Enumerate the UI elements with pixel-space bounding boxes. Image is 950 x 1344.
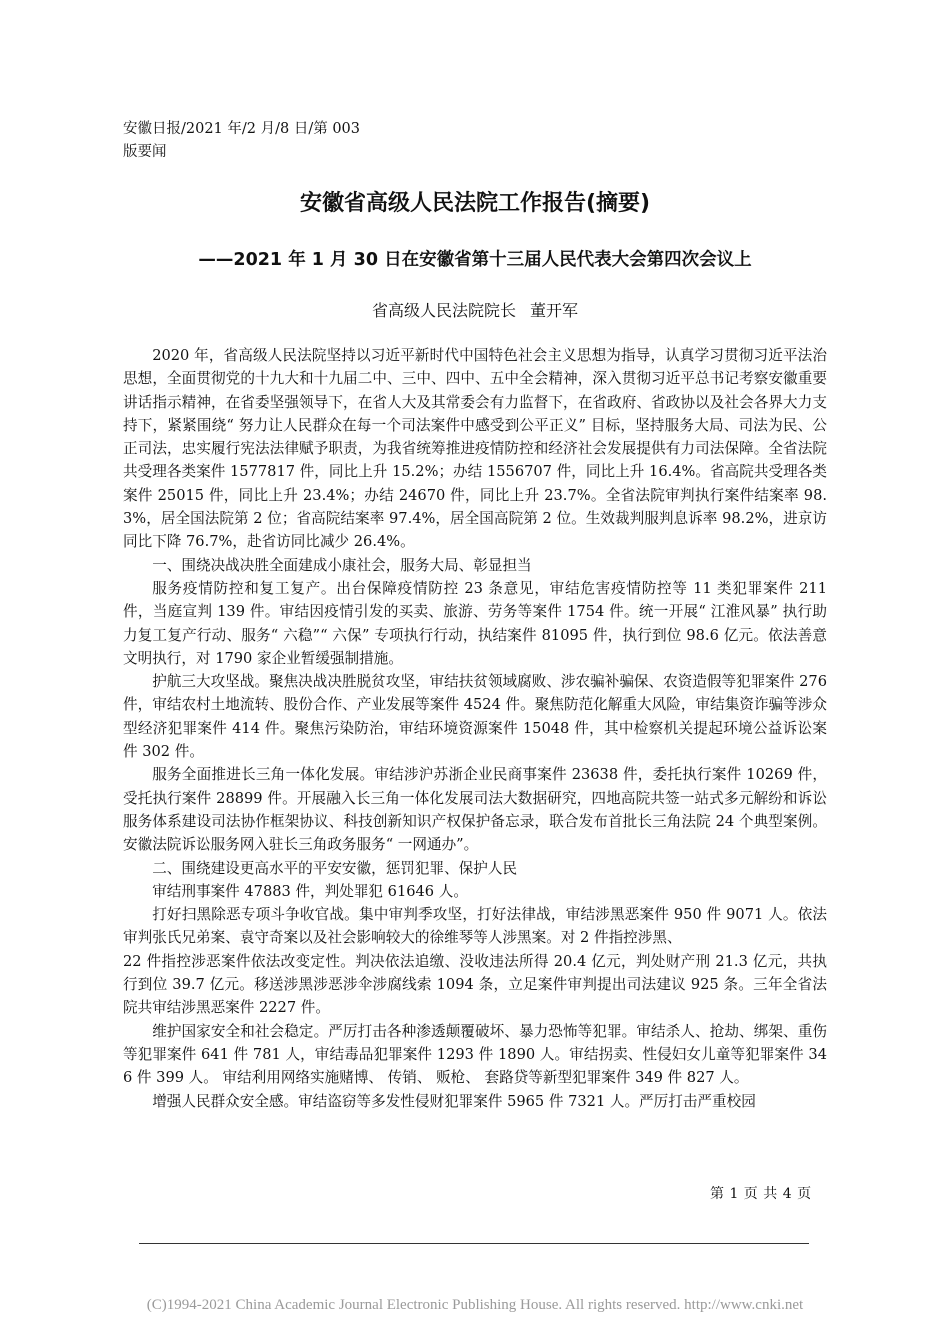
- paragraph: 22 件指控涉恶案件依法改变定性。判决依法追缴、没收违法所得 20.4 亿元，判处财产刑 21.3 亿元，共执行到位 39.7 亿元。移送涉黑涉恶涉伞涉腐线索 1094 条，立足案件审判提出司法建议 925 条。三年全省法院共审结涉黑恶案件 2227 件。: [123, 952, 827, 1017]
- footer-divider: [139, 1243, 809, 1244]
- paragraph: 维护国家安全和社会稳定。严厉打击各种渗透颠覆破坏、暴力恐怖等犯罪。审结杀人、抢劫、绑架、重伤等犯罪案件 641 件 781 人，审结毒品犯罪案件 1293 件 1890 人。审结拐卖、性侵妇女儿童等犯罪案件 346 件 399 人。 审结利用网络实施赌博、 传销、 贩枪、 套路贷等新型犯罪案件 349 件 827 人。: [123, 1022, 827, 1087]
- author-line: [0, 298, 950, 321]
- copyright-footer: (C)1994-2021 China Academic Journal Electronic Publishing House. All rights reserved. http://www.cnki.net: [146, 1297, 804, 1313]
- source-header: [123, 118, 360, 164]
- article-title: 安徽省高级人民法院工作报告(摘要): [299, 191, 651, 216]
- paragraph: 服务疫情防控和复工复产。出台保障疫情防控 23 条意见，审结危害疫情防控等 11 类犯罪案件 211 件，当庭宣判 139 件。审结因疫情引发的买卖、旅游、劳务等案件 1754 件。统一开展“ 江淮风暴” 执行助力复工复产行动、服务“ 六稳”“ 六保” 专项执行行动，执结案件 81095 件，执行到位 98.6 亿元。依法善意文明执行，对 1790 家企业暂缓强制措施。: [123, 579, 827, 667]
- page-number: 第 1 页 共 4 页: [710, 1186, 812, 1202]
- paragraph: 增强人民群众安全感。审结盗窃等多发性侵财犯罪案件 5965 件 7321 人。严厉打击严重校园: [152, 1092, 756, 1110]
- author-position: 省高级人民法院院长: [371, 301, 516, 320]
- source-line: 安徽日报/2021 年/2 月/8 日/第 003: [123, 121, 361, 137]
- paragraph: 打好扫黑除恶专项斗争收官战。集中审判季攻坚，打好法律战，审结涉黑恶案件 950 件 9071 人。依法审判张氏兄弟案、袁守奇案以及社会影响较大的徐维琴等人涉黑案。对 2 件指控涉黑、: [123, 906, 827, 947]
- section-heading: 一、围绕决战决胜全面建成小康社会，服务大局、彰显担当: [152, 556, 532, 574]
- article-body: [123, 344, 827, 1113]
- paragraph: 服务全面推进长三角一体化发展。审结涉沪苏浙企业民商事案件 23638 件，委托执行案件 10269 件，受托执行案件 28899 件。开展融入长三角一体化发展司法大数据研究，四地高院共签一站式多元解纷和诉讼服务体系建设司法协作框架协议、科技创新知识产权保护备忘录，联合发布首批长三角法院 24 个典型案例。安徽法院诉讼服务网入驻长三角政务服务“ 一网通办”。: [123, 766, 827, 854]
- section-line: 版要闻: [123, 144, 167, 160]
- author-name: 董开军: [530, 301, 579, 320]
- paragraph: 2020 年，省高级人民法院坚持以习近平新时代中国特色社会主义思想为指导，认真学习贯彻习近平法治思想，全面贯彻党的十九大和十九届二中、三中、四中、五中全会精神，深入贯彻习近平总书记考察安徽重要讲话指示精神，在省委坚强领导下，在省人大及其常委会有力监督下，在省政府、省政协以及社会各界大力支持下，紧紧围绕“ 努力让人民群众在每一个司法案件中感受到公平正义” 目标，坚持服务大局、司法为民、公正司法，忠实履行宪法法律赋予职责，为我省统筹推进疫情防控和经济社会发展提供有力司法保障。全省法院共受理各类案件 1577817 件，同比上升 15.2%；办结 1556707 件，同比上升 16.4%。省高院共受理各类案件 25015 件，同比上升 23.4%；办结 24670 件，同比上升 23.7%。全省法院审判执行案件结案率 98.3%，居全国法院第 2 位；省高院结案率 97.4%，居全国高院第 2 位。生效裁判服判息诉率 98.2%，进京访同比下降 76.7%，赴省访同比减少 26.4%。: [123, 347, 827, 551]
- section-heading: 二、围绕建设更高水平的平安安徽，惩罚犯罪、保护人民: [152, 859, 518, 877]
- paragraph: 审结刑事案件 47883 件，判处罪犯 61646 人。: [152, 882, 468, 900]
- paragraph: 护航三大攻坚战。聚焦决战决胜脱贫攻坚，审结扶贫领域腐败、涉农骗补骗保、农资造假等犯罪案件 276 件，审结农村土地流转、股份合作、产业发展等案件 4524 件。聚焦防范化解重大风险，审结集资诈骗等涉众型经济犯罪案件 414 件。聚焦污染防治，审结环境资源案件 15048 件，其中检察机关提起环境公益诉讼案件 302 件。: [123, 673, 827, 761]
- article-subtitle: ——2021 年 1 月 30 日在安徽省第十三届人民代表大会第四次会议上: [198, 250, 752, 270]
